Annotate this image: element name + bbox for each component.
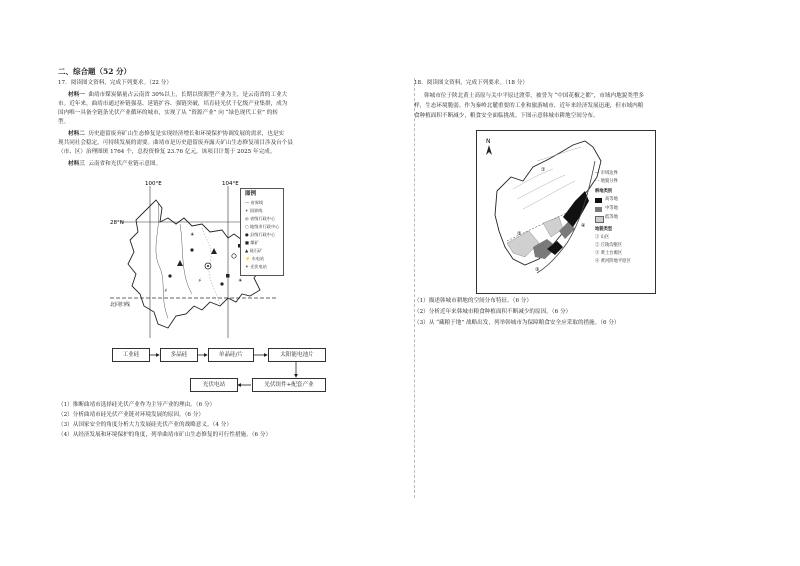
hydropower-symbol: ⚡ <box>164 288 168 294</box>
legend-label: 水电站 <box>251 256 265 261</box>
q17-material3-label: 材料三 <box>68 161 85 167</box>
legend-item-county: ● 县级行政中心 <box>245 232 276 237</box>
legend-city-boundary: — 市域边界 <box>595 171 618 176</box>
legend-label: 省界线 <box>250 200 264 205</box>
flow-node-pv-plant: 光伏电站 <box>190 378 238 392</box>
flow-node-industrial-silicon: 工业硅 <box>112 348 150 362</box>
q18-text-line2: 样，生态环境脆弱。作为秦岭北麓重要的工业和旅游城市，近年来经济发展迅速，但市域内粮 <box>414 103 644 109</box>
north-arrow-icon: N <box>486 138 491 145</box>
q17-material1-line3: 国内唯一具备全链条光伏产业循环的城市，实现了从 “资源产业” 向 “绿色现代工业” 的转 <box>58 110 278 116</box>
legend-item-prefecture-city: ○ 地级市行政中心 <box>245 224 280 229</box>
q18-question-2: （2）分析近年来韩城市粮食种植面积不断减少的原因。（6 分） <box>414 309 572 315</box>
q17-material2-label: 材料二 <box>68 131 85 137</box>
q18-text-line3: 食种植面积不断减少，粮食安全面临挑战。下图示意韩城市耕地空间分布。 <box>414 113 599 119</box>
q17-material2-text1: 历史遗留废弃矿山生态修复是实现经济增长和环境保护协调发展的需求，也是实 <box>88 131 285 137</box>
q17-question-4: （4）从经济发展和环境保护的角度，列举曲靖市矿山生态修复的可行性措施。（6 分） <box>58 432 272 438</box>
legend-mid: 中等地 <box>605 206 618 211</box>
legend-high: 高等地 <box>605 197 618 202</box>
section-title: 二、综合题（52 分） <box>58 67 132 76</box>
legend-label: 地貌分界 <box>600 179 618 184</box>
map18-legend <box>593 171 655 293</box>
legend-title: 图例 <box>245 191 257 197</box>
legend-landform-2: ② 丘陵沟壑区 <box>595 243 623 248</box>
q17-question-2: （2）分析曲靖市硅光伏产业链对环境发展的原因。（6 分） <box>58 412 204 418</box>
city-symbol <box>220 282 223 285</box>
legend-label: 市域边界 <box>600 171 618 176</box>
landform-4-marker: ④ <box>581 223 586 229</box>
legend-label: 地级市行政中心 <box>250 224 280 229</box>
legend-item-coal: ■ 煤矿 <box>245 240 259 245</box>
legend-landform-4: ④ 黄河阶地平原区 <box>595 259 631 264</box>
legend-landform-3: ③ 黄土台塬区 <box>595 251 623 256</box>
hancheng-map <box>476 130 656 294</box>
q17-intro <box>58 80 172 87</box>
legend-item-silica: ▲ 硅石矿 <box>245 248 263 253</box>
landform-3-marker: ③ <box>535 267 540 273</box>
legend-item-province-boundary: — 省界线 <box>245 200 264 205</box>
legend-item-national-boundary: + 国界线 <box>245 208 263 213</box>
solar-plant-symbol: ☀ <box>190 232 195 238</box>
legend-item-provincial-capital: ◎ 省级行政中心 <box>245 216 276 221</box>
q18-intro <box>414 80 528 87</box>
legend-landform-title: 地貌类型 <box>595 227 613 232</box>
legend-swatch-mid <box>595 207 602 212</box>
q17-question-3: （3）从国家安全的角度分析大力发展硅光伏产业的战略意义。（4 分） <box>58 422 232 428</box>
capital-kunming-dot <box>207 265 209 267</box>
legend-swatch-low <box>595 216 604 223</box>
legend-swatch-high <box>595 198 602 203</box>
legend-label: 国界线 <box>249 208 263 213</box>
column-divider <box>414 78 415 498</box>
q17-question-1: （1）推断曲靖市选择硅光伏产业作为主导产业的理由。（6 分） <box>58 402 216 408</box>
q18-text-line1: 韩城市位于陕北黄土高原与关中平原过渡带，被誉为 “中国花椒之都”，市域内地貌类型多 <box>424 93 645 99</box>
q17-material1-text1: 曲靖市煤炭储量占云南省 30%以上，长期以资源型产业为主，是云南省的工业大 <box>88 92 288 98</box>
flow-arrows <box>100 340 340 400</box>
q18-number: 18． <box>414 80 427 86</box>
lon-100e-label: 100°E <box>145 181 162 187</box>
q18-question-3: （3）从 “藏粮于地” 战略出发，列举韩城市为保障粮食安全应采取的措施。（6 分） <box>414 320 620 326</box>
coal-mine-symbol <box>226 274 230 278</box>
q17-intro-text: 阅读图文资料，完成下列要求。（22 分） <box>70 80 172 86</box>
flow-node-polysilicon: 多晶硅 <box>160 348 198 362</box>
q18-intro-text: 阅读图文资料，完成下列要求。（18 分） <box>426 80 528 86</box>
legend-label: 煤矿 <box>250 240 259 245</box>
solar-plant-symbol: ☀ <box>238 278 243 284</box>
lat-28n-label: 28°N <box>110 220 124 226</box>
q17-material3-line <box>68 161 161 168</box>
q18-question-1: （1）描述韩城市耕地的空间分布特征。（6 分） <box>414 298 532 304</box>
legend-label: 省级行政中心 <box>250 216 276 221</box>
legend-label: 光伏电站 <box>250 264 267 269</box>
legend-label: 硅石矿 <box>249 248 263 253</box>
q17-number: 17． <box>58 80 71 86</box>
legend-landform-1: ① 山区 <box>595 235 610 240</box>
q17-material3-text: 云南省和光伏产业链示意图。 <box>88 161 162 167</box>
q17-material2-line3: （市、区）治理图斑 1764 个，总投资修复 23.76 亿元，该项目计划于 2025 年完成。 <box>58 149 276 155</box>
landform-2-marker: ② <box>517 231 522 237</box>
flow-node-solar-cell: 太阳能电池片 <box>268 348 326 362</box>
lon-104e-label: 104°E <box>222 181 239 187</box>
legend-landform-boundary: - - 地貌分界 <box>595 179 618 184</box>
flow-node-monocrystalline: 单晶硅/片 <box>208 348 254 362</box>
q17-material2-line1 <box>68 131 284 138</box>
flow-node-pv-module: 光伏组件+配套产业 <box>252 378 326 392</box>
north-arrow <box>486 145 492 155</box>
legend-label: 县级行政中心 <box>250 232 276 237</box>
yunnan-map <box>110 178 280 338</box>
city-symbol <box>168 274 171 277</box>
tropic-label: 北回归线 <box>110 302 131 308</box>
landform-1-marker: ① <box>541 167 546 173</box>
legend-farmland-title: 耕地类别 <box>595 189 613 194</box>
hydropower-symbol: ⚡ <box>198 278 202 284</box>
city-symbol <box>190 248 193 251</box>
q17-material2-line2: 现共同社会稳定，可持续发展的需要。曲靖市是历史遗留废弃露天矿山生态修复项目涉及台个县 <box>58 140 293 146</box>
legend-item-hydro: ⚡ 水电站 <box>245 256 265 261</box>
legend-low: 低等地 <box>605 215 618 220</box>
city-qujing-symbol <box>232 254 236 258</box>
map17-legend <box>240 188 284 276</box>
q17-material1-line1 <box>68 92 287 99</box>
q17-material1-label: 材料一 <box>68 92 85 98</box>
legend-item-solar: ☀ 光伏电站 <box>245 264 267 269</box>
q17-material1-line2: 市。近年来，曲靖市通过补链强基、延链扩容、强链突破，培育硅光伏千亿级产业集群，成为 <box>58 101 288 107</box>
q17-material1-line4: 型。 <box>58 119 70 125</box>
